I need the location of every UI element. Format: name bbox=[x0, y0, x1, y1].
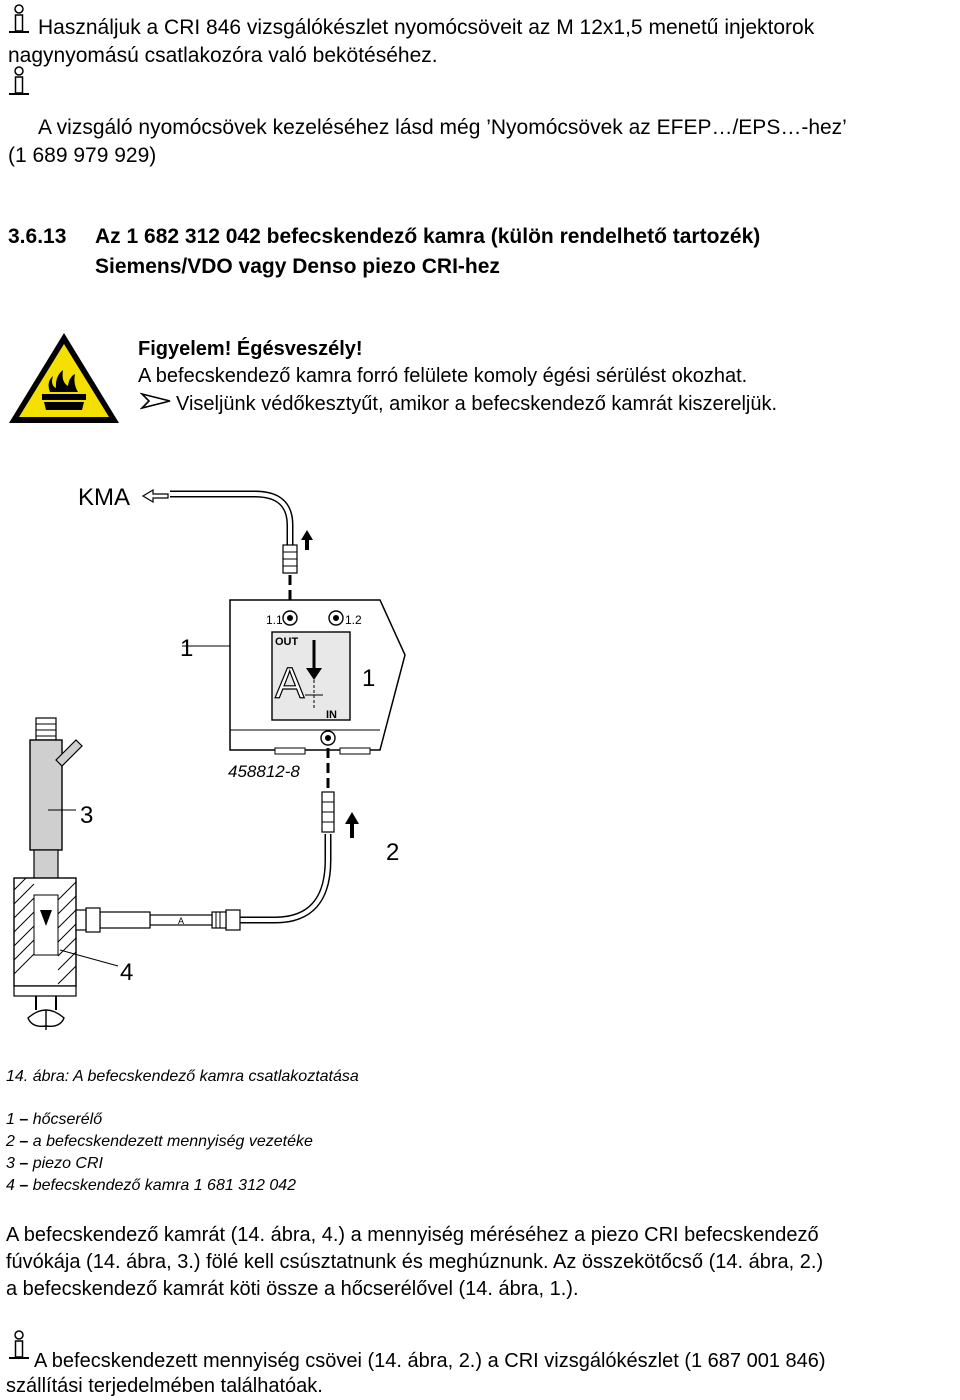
hose-a-label: A bbox=[178, 916, 185, 926]
flow-up-arrow-icon bbox=[301, 530, 313, 550]
note-2-line-2: (1 689 979 929) bbox=[8, 144, 157, 167]
caption-item: 4 – befecskendező kamra 1 681 312 042 bbox=[6, 1177, 297, 1194]
out-label: OUT bbox=[275, 636, 299, 648]
label-4: 4 bbox=[120, 959, 134, 986]
warning-title: Figyelem! Égésveszély! bbox=[138, 338, 363, 360]
label-1-left: 1 bbox=[180, 635, 194, 662]
info-note-icon bbox=[6, 66, 32, 100]
port-1-2-label: 1.2 bbox=[345, 613, 362, 627]
hot-surface-warning-icon bbox=[6, 330, 122, 426]
paragraph-line-3: a befecskendező kamrát köti össze a hőcserélővel (14. ábra, 1.). bbox=[6, 1278, 579, 1300]
arrow-bullet-icon bbox=[140, 392, 172, 410]
label-1-right: 1 bbox=[362, 665, 376, 692]
flow-up-arrow-icon bbox=[345, 812, 359, 838]
info-note-icon bbox=[6, 1330, 32, 1364]
caption-item: 2 – a befecskendezett mennyiség vezetéke bbox=[6, 1133, 313, 1150]
note-2-line-1: A vizsgáló nyomócsövek kezeléséhez lásd még ’Nyomócsövek az EFEP…/EPS…-hez’ bbox=[38, 116, 847, 139]
section-title-line-2: Siemens/VDO vagy Denso piezo CRI-hez bbox=[95, 255, 500, 278]
note-1-line-1: Használjuk a CRI 846 vizsgálókészlet nyomócsöveit az M 12x1,5 menetű injektorok bbox=[38, 16, 815, 39]
in-label: IN bbox=[326, 709, 337, 721]
piezo-injector bbox=[30, 740, 62, 850]
section-title-line-1: Az 1 682 312 042 befecskendező kamra (külön rendelhető tartozék) bbox=[95, 225, 761, 248]
info-note-icon bbox=[6, 4, 32, 38]
note-1-line-2: nagynyomású csatlakozóra való bekötéséhez. bbox=[8, 44, 438, 67]
injection-chamber-diagram bbox=[0, 470, 430, 1040]
big-a-label: A bbox=[275, 659, 305, 708]
kma-label: KMA bbox=[78, 484, 131, 511]
caption-item: 3 – piezo CRI bbox=[6, 1155, 103, 1172]
part-number-label: 458812-8 bbox=[228, 762, 300, 781]
paragraph-line-1: A befecskendező kamrát (14. ábra, 4.) a mennyiség méréséhez a piezo CRI befecskendező bbox=[6, 1224, 819, 1246]
label-3: 3 bbox=[80, 802, 94, 829]
section-number: 3.6.13 bbox=[8, 225, 67, 248]
warning-action: Viseljünk védőkesztyűt, amikor a befecskendező kamrát kiszereljük. bbox=[176, 393, 778, 415]
figure-caption-title: 14. ábra: A befecskendező kamra csatlakoztatása bbox=[6, 1068, 359, 1085]
label-2: 2 bbox=[386, 839, 400, 866]
warning-text: A befecskendező kamra forró felülete komoly égési sérülést okozhat. bbox=[138, 365, 748, 387]
paragraph-line-2: fúvókája (14. ábra, 3.) fölé kell csúsztatnunk és meghúznunk. Az összekötőcső (14. ábra, 2.) bbox=[6, 1251, 824, 1273]
caption-item: 1 – hőcserélő bbox=[6, 1111, 103, 1128]
kma-arrow-icon bbox=[143, 490, 168, 502]
final-note-line-2: szállítási terjedelmében találhatóak. bbox=[6, 1375, 323, 1397]
final-note-line-1: A befecskendezett mennyiség csövei (14. ábra, 2.) a CRI vizsgálókészlet (1 687 001 846) bbox=[34, 1350, 826, 1372]
port-1-1-label: 1.1 bbox=[266, 613, 283, 627]
